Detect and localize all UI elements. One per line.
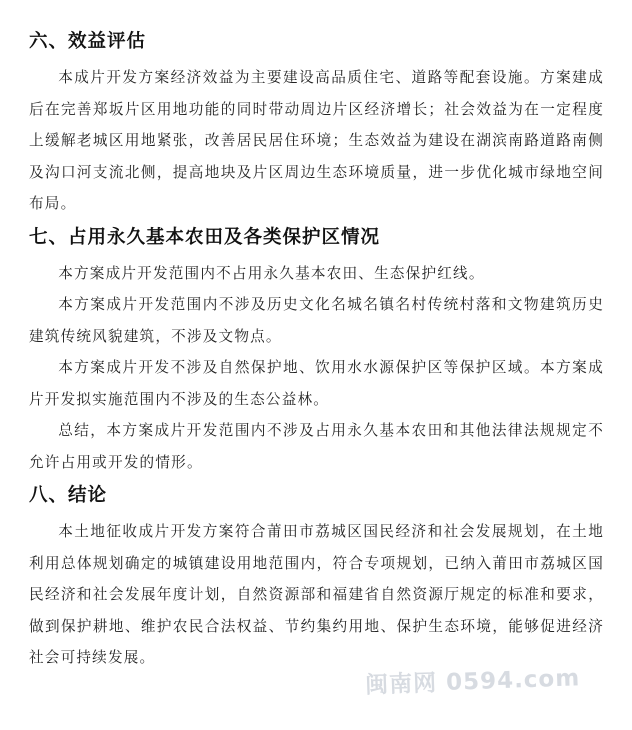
section-protected-areas (29, 226, 604, 479)
paragraph: 本方案成片开发不涉及自然保护地、饮用水水源保护区等保护区域。本方案成片开发拟实施范围内不涉及的生态公益林。 (29, 359, 604, 408)
site-watermark: 闽南网 0594.com (364, 665, 581, 699)
paragraph: 本方案成片开发范围内不占用永久基本农田、生态保护红线。 (58, 264, 485, 282)
section-conclusion (29, 484, 604, 674)
paragraph: 本成片开发方案经济效益为主要建设高品质住宅、道路等配套设施。方案建成后在完善郑坂片区用地功能的同时带动周边片区经济增长；社会效益为在一定程度上缓解老城区用地紧张，改善居民居住环境；生态效益为建设在湖滨南路道路南侧及沟口河支流北侧，提高地块及片区周边生态环境质量，进一步优化城市绿地空间布局。 (29, 69, 604, 212)
paragraph: 本方案成片开发范围内不涉及历史文化名城名镇名村传统村落和文物建筑历史建筑传统风貌建筑，不涉及文物点。 (29, 296, 604, 345)
paragraph: 总结，本方案成片开发范围内不涉及占用永久基本农田和其他法律法规规定不允许占用或开发的情形。 (29, 422, 604, 471)
section-heading: 七、占用永久基本农田及各类保护区情况 (29, 226, 381, 248)
section-benefit-evaluation (29, 30, 604, 220)
paragraph: 本土地征收成片开发方案符合莆田市荔城区国民经济和社会发展规划，在土地利用总体规划确定的城镇建设用地范围内，符合专项规划，已纳入莆田市荔城区国民经济和社会发展年度计划，自然资源部和福建省自然资源厅规定的标准和要求，做到保护耕地、维护农民合法权益、节约集约用地、保护生态环境，能够促进经济社会可持续发展。 (29, 523, 604, 666)
section-heading: 八、结论 (29, 485, 108, 506)
section-heading: 六、效益评估 (29, 31, 147, 52)
